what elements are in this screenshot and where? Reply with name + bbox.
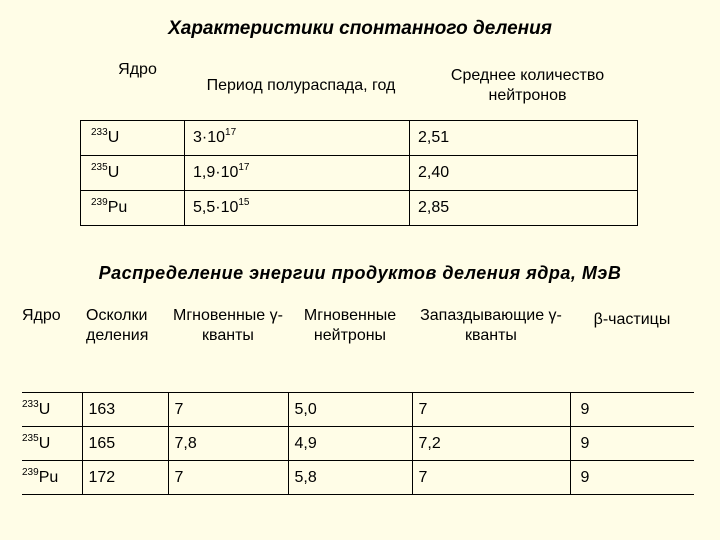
table-row [22, 461, 694, 495]
header-beta-particles: β-частицы [570, 298, 694, 393]
nucleus-cell: $^{239}$Pu [22, 461, 82, 495]
header-prompt-gamma: Мгновенные γ-кванты [168, 298, 288, 393]
neutrons-cell: 2,85 [410, 191, 638, 226]
value-cell: 7,2 [412, 427, 570, 461]
spontaneous-fission-table [80, 52, 638, 226]
nucleus-cell: $^{233}$U [22, 393, 82, 427]
neutrons-cell: 2,40 [410, 156, 638, 191]
nucleus-cell: $^{235}$U [81, 156, 185, 191]
half-life-cell: $3\cdot 10^{17}$ [185, 121, 410, 156]
value-cell: 172 [82, 461, 168, 495]
neutrons-cell: 2,51 [410, 121, 638, 156]
table-header-row [81, 52, 638, 121]
value-cell: 5,0 [288, 393, 412, 427]
nucleus-cell: $^{239}$Pu [81, 191, 185, 226]
table-row [81, 191, 638, 226]
half-life-cell: $5,5\cdot 10^{15}$ [185, 191, 410, 226]
value-cell: 7 [168, 461, 288, 495]
value-cell: 7 [412, 461, 570, 495]
header-half-life: Период полураспада, год [206, 77, 396, 94]
table-row [22, 393, 694, 427]
nucleus-cell: $^{235}$U [22, 427, 82, 461]
table-header-row [22, 298, 694, 393]
value-cell: 163 [82, 393, 168, 427]
header-prompt-neutrons: Мгновенные нейтроны [288, 298, 412, 393]
header-nucleus: Ядро [118, 61, 157, 78]
header-fragments: Осколки деления [82, 298, 168, 393]
value-cell: 165 [82, 427, 168, 461]
energy-distribution-title: Распределение энергии продуктов деления ядра, МэВ [98, 263, 622, 283]
energy-distribution-table [22, 298, 694, 495]
value-cell: 7 [168, 393, 288, 427]
value-cell: 7 [412, 393, 570, 427]
value-cell: 4,9 [288, 427, 412, 461]
value-cell: 7,8 [168, 427, 288, 461]
table-row [22, 427, 694, 461]
header-delayed-gamma: Запаздывающие γ-кванты [412, 298, 570, 393]
table-row [81, 156, 638, 191]
half-life-cell: $1,9\cdot 10^{17}$ [185, 156, 410, 191]
spontaneous-fission-title: Характеристики спонтанного деления [168, 18, 552, 39]
value-cell: 9 [570, 393, 694, 427]
value-cell: 9 [570, 461, 694, 495]
header-avg-neutrons: Среднее количество нейтронов [450, 67, 605, 104]
nucleus-cell: $^{233}$U [81, 121, 185, 156]
value-cell: 5,8 [288, 461, 412, 495]
value-cell: 9 [570, 427, 694, 461]
header-nucleus: Ядро [22, 298, 82, 393]
table-row [81, 121, 638, 156]
